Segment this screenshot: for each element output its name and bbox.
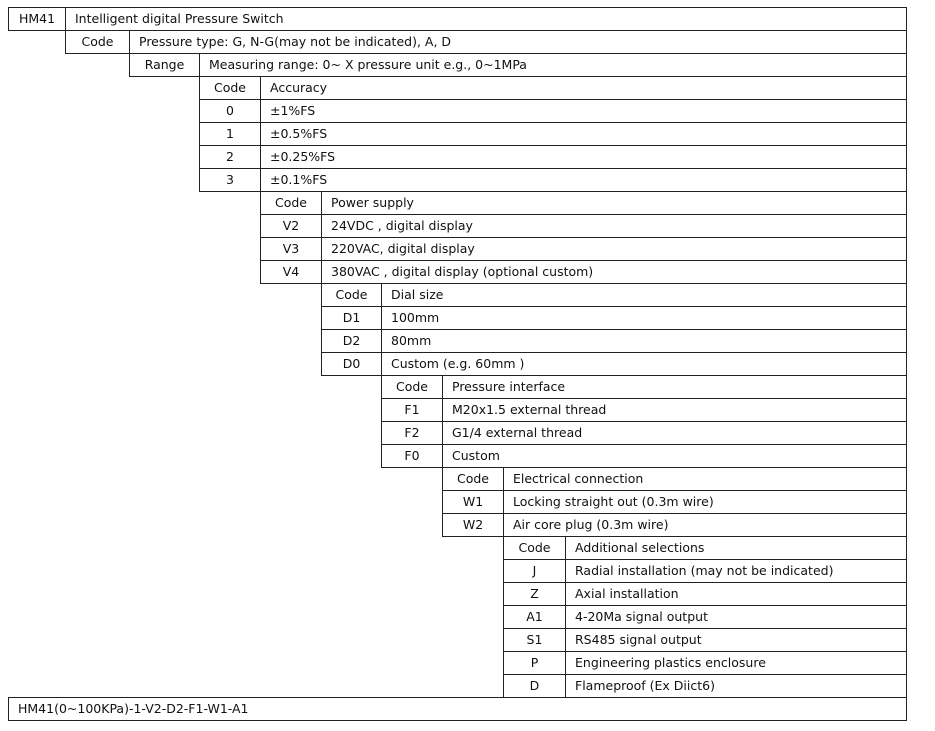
power-desc: 380VAC , digital display (optional custom)	[321, 260, 907, 284]
dial-desc: 100mm	[381, 306, 907, 330]
electrical-desc-header: Electrical connection	[503, 467, 907, 491]
additional-desc: Engineering plastics enclosure	[565, 651, 907, 675]
additional-code-header: Code	[503, 536, 566, 560]
interface-desc: Custom	[442, 444, 907, 468]
electrical-code-header: Code	[442, 467, 504, 491]
range-desc: Measuring range: 0~ X pressure unit e.g., 0~1MPa	[199, 53, 907, 77]
accuracy-code-header: Code	[199, 76, 261, 100]
dial-code-header: Code	[321, 283, 382, 307]
electrical-code: W2	[442, 513, 504, 537]
accuracy-code: 2	[199, 145, 261, 169]
additional-code: P	[503, 651, 566, 675]
additional-desc: 4-20Ma signal output	[565, 605, 907, 629]
dial-code: D0	[321, 352, 382, 376]
power-code: V3	[260, 237, 322, 261]
interface-code: F1	[381, 398, 443, 422]
accuracy-desc: ±0.5%FS	[260, 122, 907, 146]
power-desc: 220VAC, digital display	[321, 237, 907, 261]
power-code-header: Code	[260, 191, 322, 215]
electrical-desc: Air core plug (0.3m wire)	[503, 513, 907, 537]
additional-code: A1	[503, 605, 566, 629]
dial-desc: 80mm	[381, 329, 907, 353]
additional-code: S1	[503, 628, 566, 652]
accuracy-desc: ±0.25%FS	[260, 145, 907, 169]
accuracy-code: 3	[199, 168, 261, 192]
accuracy-code: 1	[199, 122, 261, 146]
power-desc: 24VDC , digital display	[321, 214, 907, 238]
dial-desc: Custom (e.g. 60mm )	[381, 352, 907, 376]
additional-code: J	[503, 559, 566, 583]
additional-code: D	[503, 674, 566, 698]
model-code: HM41	[8, 7, 66, 31]
interface-desc: G1/4 external thread	[442, 421, 907, 445]
additional-desc-header: Additional selections	[565, 536, 907, 560]
interface-code: F0	[381, 444, 443, 468]
interface-code: F2	[381, 421, 443, 445]
additional-desc: Radial installation (may not be indicated)	[565, 559, 907, 583]
interface-code-header: Code	[381, 375, 443, 399]
additional-code: Z	[503, 582, 566, 606]
example-model-code: HM41(0~100KPa)-1-V2-D2-F1-W1-A1	[8, 697, 907, 721]
pressure-type-code-header: Code	[65, 30, 130, 54]
dial-desc-header: Dial size	[381, 283, 907, 307]
additional-desc: Axial installation	[565, 582, 907, 606]
additional-desc: Flameproof (Ex Diict6)	[565, 674, 907, 698]
electrical-code: W1	[442, 490, 504, 514]
power-desc-header: Power supply	[321, 191, 907, 215]
dial-code: D2	[321, 329, 382, 353]
electrical-desc: Locking straight out (0.3m wire)	[503, 490, 907, 514]
power-code: V4	[260, 260, 322, 284]
pressure-type-desc: Pressure type: G, N-G(may not be indicated), A, D	[129, 30, 907, 54]
interface-desc: M20x1.5 external thread	[442, 398, 907, 422]
accuracy-desc: ±1%FS	[260, 99, 907, 123]
model-name: Intelligent digital Pressure Switch	[65, 7, 907, 31]
power-code: V2	[260, 214, 322, 238]
dial-code: D1	[321, 306, 382, 330]
range-header: Range	[129, 53, 200, 77]
additional-desc: RS485 signal output	[565, 628, 907, 652]
accuracy-desc: ±0.1%FS	[260, 168, 907, 192]
accuracy-desc-header: Accuracy	[260, 76, 907, 100]
interface-desc-header: Pressure interface	[442, 375, 907, 399]
accuracy-code: 0	[199, 99, 261, 123]
